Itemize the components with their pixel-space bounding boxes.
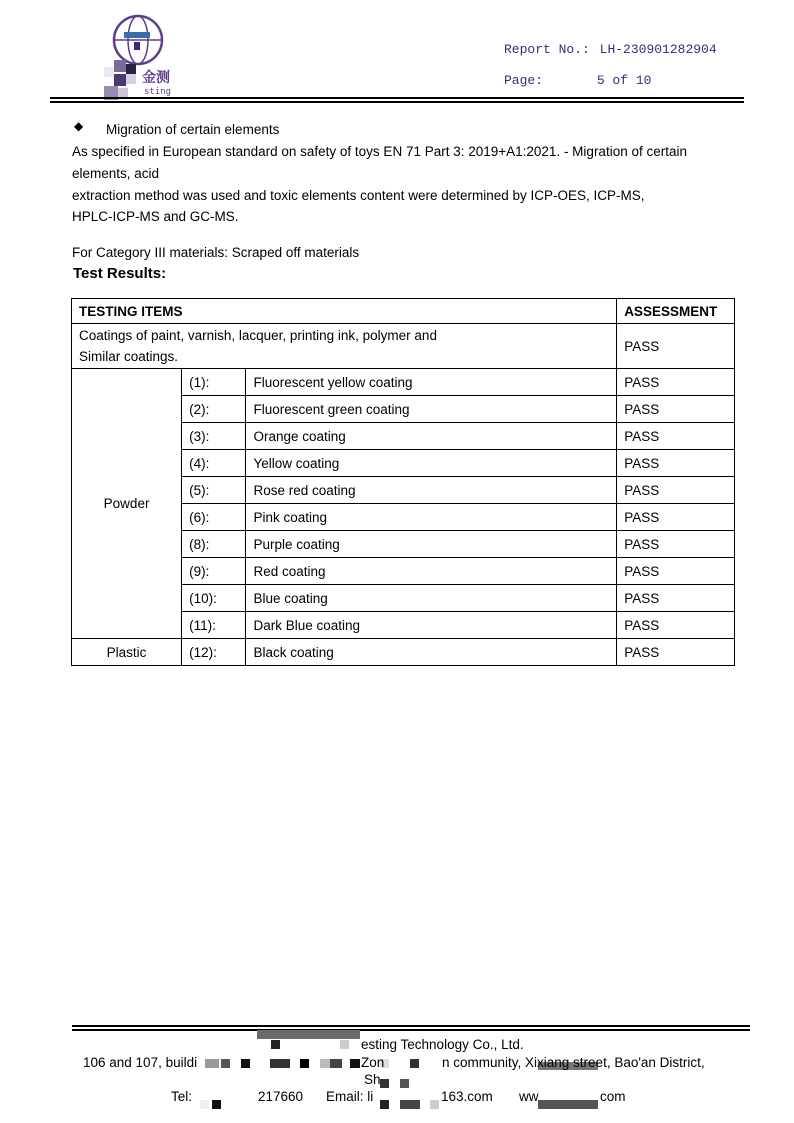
redaction-block — [300, 1059, 309, 1068]
table-row — [72, 639, 735, 666]
item-number: (4): — [182, 450, 246, 477]
item-result: PASS — [617, 639, 735, 666]
footer-tel-label: Tel: — [171, 1089, 193, 1104]
redaction-block — [400, 1079, 409, 1088]
item-number: (10): — [182, 585, 246, 612]
footer-email-label: Email: li — [326, 1089, 374, 1104]
redaction-block — [271, 1040, 280, 1049]
redaction-block — [340, 1040, 349, 1049]
redaction-block — [221, 1059, 230, 1068]
table-row — [72, 369, 735, 396]
coatings-result: PASS — [617, 324, 735, 369]
group-name: Powder — [72, 369, 182, 639]
redaction-block — [350, 1059, 360, 1068]
item-number: (5): — [182, 477, 246, 504]
redaction-block — [270, 1059, 290, 1068]
page-value: 5 of 10 — [596, 73, 652, 88]
footer-address-line2: Sh — [364, 1072, 381, 1087]
redaction-block — [430, 1100, 439, 1109]
coatings-description — [72, 324, 617, 369]
report-no-label: Report No.: — [504, 42, 590, 57]
item-result: PASS — [617, 477, 735, 504]
globe-logo-icon — [104, 12, 184, 102]
redaction-block — [200, 1100, 209, 1109]
item-number: (2): — [182, 396, 246, 423]
section-title: Migration of certain elements — [106, 122, 280, 137]
item-name: Blue coating — [246, 585, 617, 612]
coatings-line: Coatings of paint, varnish, lacquer, printing ink, polymer and — [79, 328, 437, 343]
page-indicator — [504, 73, 651, 88]
item-number: (12): — [182, 639, 246, 666]
redaction-block — [538, 1100, 598, 1109]
item-result: PASS — [617, 450, 735, 477]
redaction-block — [410, 1059, 419, 1068]
footer-rule — [72, 1029, 750, 1031]
item-name: Dark Blue coating — [246, 612, 617, 639]
footer-address-part: n community, Xixiang street, Bao'an District, — [442, 1055, 705, 1070]
item-name: Red coating — [246, 558, 617, 585]
footer-tel-value: 217660 — [258, 1089, 304, 1104]
table-header-row — [72, 299, 735, 324]
results-table — [71, 298, 735, 666]
header-testing-items: TESTING ITEMS — [72, 299, 617, 324]
paragraph-line: extraction method was used and toxic elements content were determined by ICP-OES, ICP-MS, — [72, 188, 645, 203]
item-name: Fluorescent yellow coating — [246, 369, 617, 396]
item-result: PASS — [617, 504, 735, 531]
item-name: Purple coating — [246, 531, 617, 558]
item-number: (8): — [182, 531, 246, 558]
item-number: (1): — [182, 369, 246, 396]
results-heading: Test Results: — [73, 265, 167, 282]
item-name: Fluorescent green coating — [246, 396, 617, 423]
redaction-block — [320, 1059, 330, 1068]
item-result: PASS — [617, 423, 735, 450]
item-number: (6): — [182, 504, 246, 531]
logo-en-text: sting — [144, 87, 172, 97]
item-result: PASS — [617, 612, 735, 639]
paragraph-line: As specified in European standard on safety of toys EN 71 Part 3: 2019+A1:2021. - Migration of certain — [72, 144, 687, 159]
redaction-block — [212, 1100, 221, 1109]
paragraph-line: HPLC-ICP-MS and GC-MS. — [72, 209, 239, 224]
item-number: (9): — [182, 558, 246, 585]
footer-web-suffix: com — [600, 1089, 626, 1104]
item-number: (11): — [182, 612, 246, 639]
header-rule — [50, 101, 744, 103]
header-assessment: ASSESSMENT — [617, 299, 735, 324]
footer-email-value: 163.com — [441, 1089, 493, 1104]
page-label: Page: — [504, 73, 544, 88]
category-line: For Category III materials: Scraped off materials — [72, 245, 360, 260]
redaction-block — [380, 1079, 389, 1088]
logo-cn-text: 金测 — [142, 70, 170, 86]
group-name: Plastic — [72, 639, 182, 666]
paragraph-line: elements, acid — [72, 166, 160, 181]
item-number: (3): — [182, 423, 246, 450]
item-result: PASS — [617, 396, 735, 423]
coatings-line: Similar coatings. — [79, 349, 179, 364]
bullet-diamond-icon: ◆ — [74, 119, 84, 133]
header-rule — [50, 97, 744, 99]
redaction-block — [380, 1100, 389, 1109]
item-result: PASS — [617, 369, 735, 396]
item-result: PASS — [617, 558, 735, 585]
footer-web-prefix: ww — [519, 1089, 539, 1104]
footer-address-part: Zon — [361, 1055, 385, 1070]
item-name: Rose red coating — [246, 477, 617, 504]
footer-company: esting Technology Co., Ltd. — [361, 1037, 524, 1052]
redaction-block — [241, 1059, 250, 1068]
coatings-row — [72, 324, 735, 369]
item-name: Pink coating — [246, 504, 617, 531]
item-result: PASS — [617, 531, 735, 558]
report-no-value: LH-230901282904 — [599, 42, 717, 57]
footer-address-part: 106 and 107, buildi — [83, 1055, 198, 1070]
item-name: Black coating — [246, 639, 617, 666]
redaction-block — [400, 1100, 420, 1109]
item-result: PASS — [617, 585, 735, 612]
redaction-block — [330, 1059, 342, 1068]
company-logo — [104, 12, 184, 102]
report-number — [504, 42, 717, 57]
item-name: Orange coating — [246, 423, 617, 450]
redaction-block — [205, 1059, 219, 1068]
redaction-block — [257, 1030, 360, 1039]
footer-rule — [72, 1025, 750, 1027]
item-name: Yellow coating — [246, 450, 617, 477]
